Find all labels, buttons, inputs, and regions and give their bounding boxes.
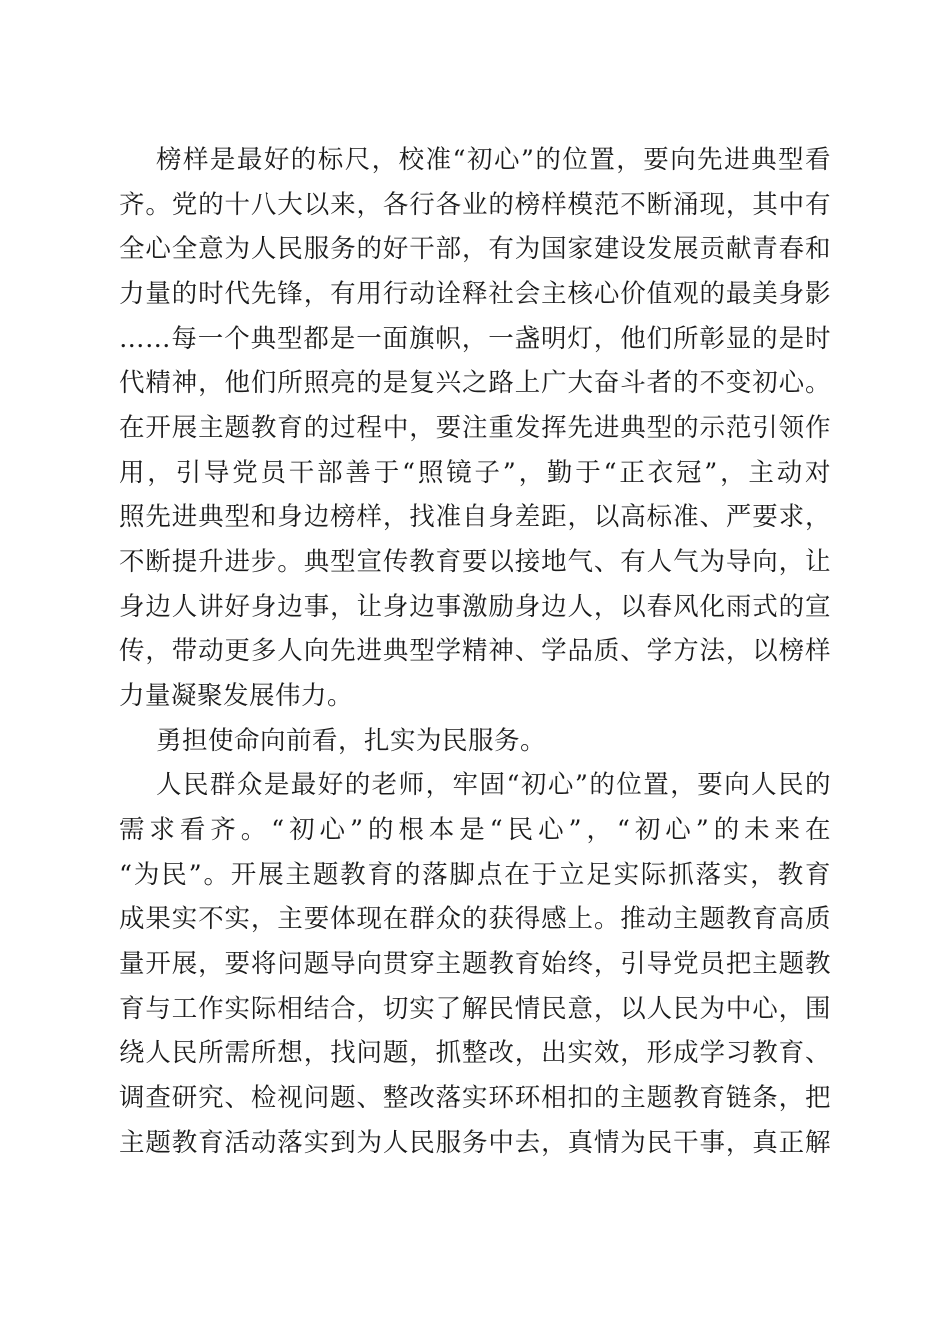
paragraph-1-line: 照先进典型和身边榜样，找准自身差距，以高标准、严要求， bbox=[119, 502, 831, 532]
paragraph-2-line: 调查研究、检视问题、整改落实环环相扣的主题教育链条，把 bbox=[119, 1083, 831, 1113]
paragraph-1-line: 身边人讲好身边事，让身边事激励身边人，以春风化雨式的宣 bbox=[119, 592, 831, 622]
paragraph-1-line: 用，引导党员干部善于“照镜子”，勤于“正衣冠”，主动对 bbox=[119, 458, 831, 488]
paragraph-1-line: 全心全意为人民服务的好干部，有为国家建设发展贡献青春和 bbox=[119, 234, 831, 264]
paragraph-1-line: 力量凝聚发展伟力。 bbox=[119, 681, 354, 711]
paragraph-1-line: ……每一个典型都是一面旗帜，一盏明灯，他们所彰显的是时 bbox=[119, 324, 831, 354]
section-heading: 勇担使命向前看，扎实为民服务。 bbox=[156, 726, 547, 756]
paragraph-1-line: 不断提升进步。典型宣传教育要以接地气、有人气为导向，让 bbox=[119, 547, 831, 577]
paragraph-2-line: 主题教育活动落实到为人民服务中去，真情为民干事，真正解 bbox=[119, 1128, 831, 1158]
paragraph-1-line: 榜样是最好的标尺，校准“初心”的位置，要向先进典型看 bbox=[156, 145, 831, 175]
paragraph-2-line: 绕人民所需所想，找问题，抓整改，出实效，形成学习教育、 bbox=[119, 1038, 831, 1068]
paragraph-2-line: 需求看齐。“初心”的根本是“民心”，“初心”的未来在 bbox=[119, 815, 831, 845]
paragraph-2-line: 人民群众是最好的老师，牢固“初心”的位置，要向人民的 bbox=[156, 770, 831, 800]
paragraph-2-line: “为民”。开展主题教育的落脚点在于立足实际抓落实，教育 bbox=[119, 860, 831, 890]
paragraph-1-line: 传，带动更多人向先进典型学精神、学品质、学方法，以榜样 bbox=[119, 636, 831, 666]
paragraph-2-line: 成果实不实，主要体现在群众的获得感上。推动主题教育高质 bbox=[119, 904, 831, 934]
paragraph-1-line: 在开展主题教育的过程中，要注重发挥先进典型的示范引领作 bbox=[119, 413, 831, 443]
paragraph-1-line: 力量的时代先锋，有用行动诠释社会主核心价值观的最美身影 bbox=[119, 279, 831, 309]
paragraph-1-line: 齐。党的十八大以来，各行各业的榜样模范不断涌现，其中有 bbox=[119, 190, 831, 220]
paragraph-2-line: 量开展，要将问题导向贯穿主题教育始终，引导党员把主题教 bbox=[119, 949, 831, 979]
paragraph-2-line: 育与工作实际相结合，切实了解民情民意，以人民为中心，围 bbox=[119, 994, 831, 1024]
paragraph-1-line: 代精神，他们所照亮的是复兴之路上广大奋斗者的不变初心。 bbox=[119, 368, 831, 398]
